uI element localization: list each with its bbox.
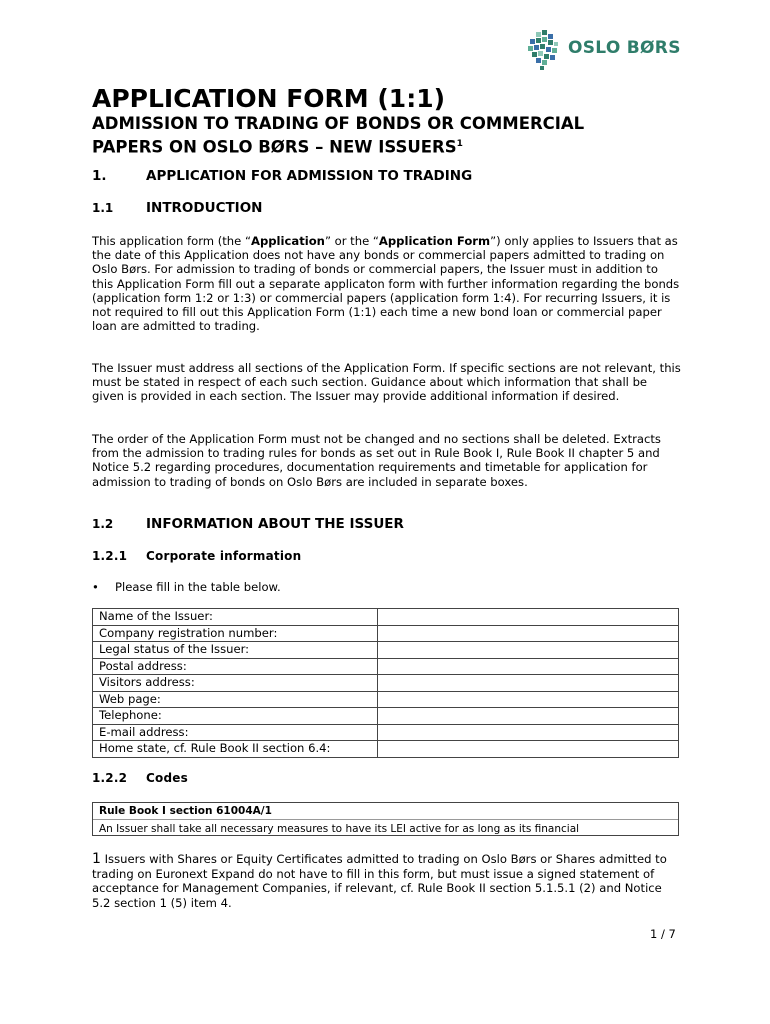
section-number: 1.1 [92,201,114,215]
section-title: Corporate information [146,549,302,563]
section-title: INFORMATION ABOUT THE ISSUER [146,516,404,532]
table-row [93,741,679,758]
bullet-icon: • [92,580,99,594]
application-term: Application [250,234,325,248]
section-number: 1.2.2 [92,771,128,785]
field-value-input[interactable] [378,675,679,692]
section-number: 1.2 [92,517,114,531]
field-label: E-mail address: [93,724,378,741]
section-number: 1.2.1 [92,549,128,563]
section-title: APPLICATION FOR ADMISSION TO TRADING [146,168,473,184]
section-title: INTRODUCTION [146,200,263,216]
field-label: Name of the Issuer: [93,609,378,626]
table-row [93,708,679,725]
page-number [650,927,676,941]
intro-paragraph-2: The Issuer must address all sections of the Application Form. If specific sections are not relevant, this must be stated in respect of each such section. Guidance about which information that shall be given is provided in each section. The Issuer may provide additional information if desired. [92,361,681,404]
table-row [93,642,679,659]
field-label: Visitors address: [93,675,378,692]
application-form-term: Application Form [378,234,491,248]
field-value-input[interactable] [378,741,679,758]
field-value-input[interactable] [378,642,679,659]
issuer-info-table [92,608,679,758]
section-heading-1-2-1 [92,549,301,563]
rule-box [92,802,679,836]
intro-paragraph-3: The order of the Application Form must not be changed and no sections shall be deleted. Extracts from the admission to trading rules for bonds as set out in Rule Book I, Rule Book II chapter 5 and Notice 5.2 regarding procedures, documentation requirements and timetable for application for admission to trading of bonds on Oslo Børs are included in separate boxes. [92,432,661,489]
section-number: 1. [92,168,107,184]
intro-text: ”) only applies to Issuers that as the date of this Application does not have any bonds or commercial papers admitted to trading on Oslo Børs. For admission to trading of bonds or commercial papers, the Issuer must in addition to this Application Form fill out a separate applicaton form with further information regarding the bonds (application form 1:2 or 1:3) or commercial papers (application form 1:4). For recurring Issuers, it is not required to fill out this Application Form (1:1) each time a new bond loan or commercial paper loan are admitted to trading. [92,234,680,334]
bullet-item [92,580,281,594]
field-value-input[interactable] [378,708,679,725]
section-heading-1-2 [92,516,404,532]
table-row [93,724,679,741]
intro-text: This application form (the “ [92,234,251,248]
footnote-text: Issuers with Shares or Equity Certificates admitted to trading on Oslo Børs or Shares admitted to trading on Euronext Expand do not have to fill in this form, but must issue a signed statement of acceptance for Management Companies, if relevant, cf. Rule Book II section 5.1.5.1 (2) and Notice 5.2 section 1 (5) item 4. [92,852,667,910]
section-heading-1 [92,168,472,184]
field-label: Legal status of the Issuer: [93,642,378,659]
page-total: 7 [668,927,676,941]
oslo-bors-pixel-logo-icon [526,30,570,72]
field-label: Postal address: [93,658,378,675]
table-row [93,691,679,708]
logo-wordmark: OSLO BØRS [568,38,681,58]
field-label: Home state, cf. Rule Book II section 6.4: [93,741,378,758]
field-label: Telephone: [93,708,378,725]
footnote-ref[interactable]: 1 [456,139,463,149]
page-separator: / [657,927,669,941]
field-value-input[interactable] [378,658,679,675]
page-current: 1 [650,927,658,941]
document-title: APPLICATION FORM (1:1) [92,84,446,113]
bullet-text: Please fill in the table below. [115,580,281,594]
field-label: Web page: [93,691,378,708]
footnote [92,852,682,910]
document-subtitle [92,114,692,158]
intro-text: ” or the “ [324,234,379,248]
subtitle-line-2: PAPERS ON OSLO BØRS – NEW ISSUERS [92,137,457,157]
footnote-number: 1 [92,851,101,867]
section-title: Codes [146,771,188,785]
field-value-input[interactable] [378,691,679,708]
subtitle-line-1: ADMISSION TO TRADING OF BONDS OR COMMERCIAL [92,114,585,133]
field-value-input[interactable] [378,609,679,626]
field-value-input[interactable] [378,625,679,642]
field-value-input[interactable] [378,724,679,741]
field-label: Company registration number: [93,625,378,642]
rule-box-title: Rule Book I section 61004A/1 [99,805,272,817]
section-heading-1-2-2 [92,771,188,785]
table-row [93,625,679,642]
intro-paragraph-1 [92,234,682,333]
section-heading-1-1 [92,200,262,216]
table-row [93,658,679,675]
table-row [93,609,679,626]
table-row [93,675,679,692]
rule-box-text: An Issuer shall take all necessary measures to have its LEI active for as long as its financial [99,823,580,835]
